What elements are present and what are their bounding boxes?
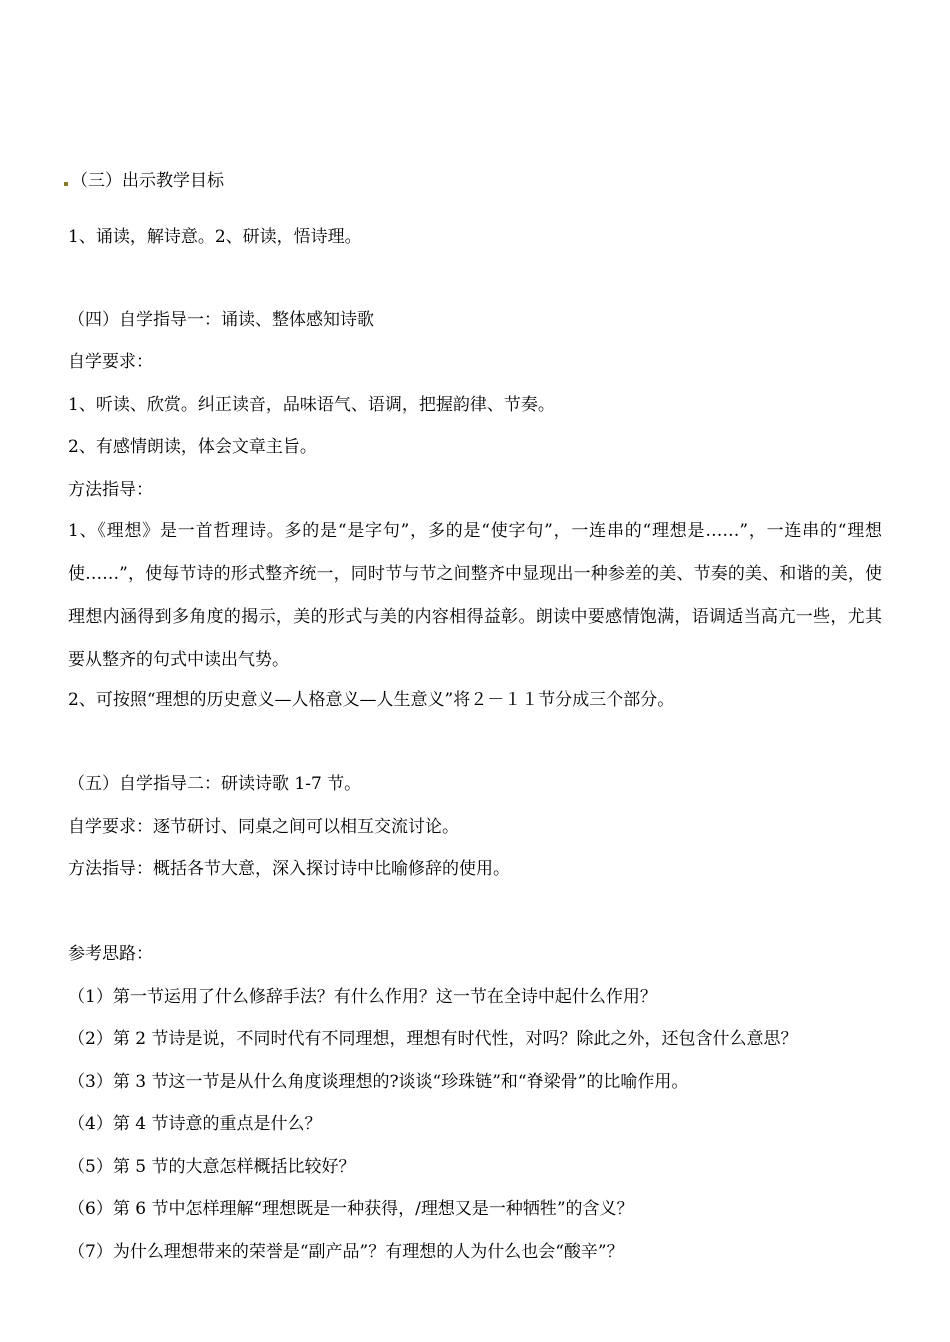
section-3-heading — [64, 170, 224, 192]
section-4-heading: （四）自学指导一：诵读、整体感知诗歌 — [68, 310, 374, 330]
question-item: （7）为什么理想带来的荣誉是“副产品”？有理想的人为什么也会“酸辛”？ — [68, 1242, 624, 1262]
question-item: （2）第 2 节诗是说，不同时代有不同理想，理想有时代性，对吗？除此之外，还包含什么意思？ — [68, 1029, 798, 1049]
section-4-requirement-1: 1、听读、欣赏。纠正读音，品味语气、语调，把握韵律、节奏。 — [68, 395, 555, 415]
question-item: （4）第 4 节诗意的重点是什么？ — [68, 1114, 322, 1134]
question-item: （5）第 5 节的大意怎样概括比较好？ — [68, 1157, 356, 1177]
question-item: （3）第 3 节这一节是从什么角度谈理想的?谈谈“珍珠链”和“脊梁骨”的比喻作用。 — [68, 1072, 689, 1092]
section-4-method-2: 2、可按照“理想的历史意义—人格意义—人生意义”将２－１１节分成三个部分。 — [68, 690, 675, 710]
teaching-goals: 1、诵读，解诗意。2、研读，悟诗理。 — [68, 227, 362, 247]
marker-dot — [64, 182, 68, 186]
section-4-method-1: 1、《理想》是一首哲理诗。多的是“是字句”，多的是“使字句”，一连串的“理想是……”，一连串的“理想使……”，使每节诗的形式整齐统一，同时节与节之间整齐中显现出一种参差的美、节奏的美、和谐的美，使理想内涵得到多角度的揭示，美的形式与美的内容相得益彰。朗读中要感情饱满，语调适当高亢一些，尤其要从整齐的句式中读出气势。 — [68, 521, 882, 670]
section-5-heading: （五）自学指导二：研读诗歌 1-7 节。 — [68, 774, 362, 794]
reference-label: 参考思路： — [68, 944, 153, 964]
question-item: （1）第一节运用了什么修辞手法？有什么作用？这一节在全诗中起什么作用？ — [68, 987, 657, 1007]
question-item: （6）第 6 节中怎样理解“理想既是一种获得，/理想又是一种牺牲”的含义？ — [68, 1199, 634, 1219]
section-4-requirements-label: 自学要求： — [68, 352, 153, 372]
section-4-method-label: 方法指导： — [68, 480, 153, 500]
section-3-heading-text: （三）出示教学目标 — [71, 171, 224, 191]
section-4-requirement-2: 2、有感情朗读，体会文章主旨。 — [68, 437, 317, 457]
section-5-requirements: 自学要求：逐节研讨、同桌之间可以相互交流讨论。 — [68, 817, 459, 837]
section-5-method: 方法指导：概括各节大意，深入探讨诗中比喻修辞的使用。 — [68, 859, 510, 879]
